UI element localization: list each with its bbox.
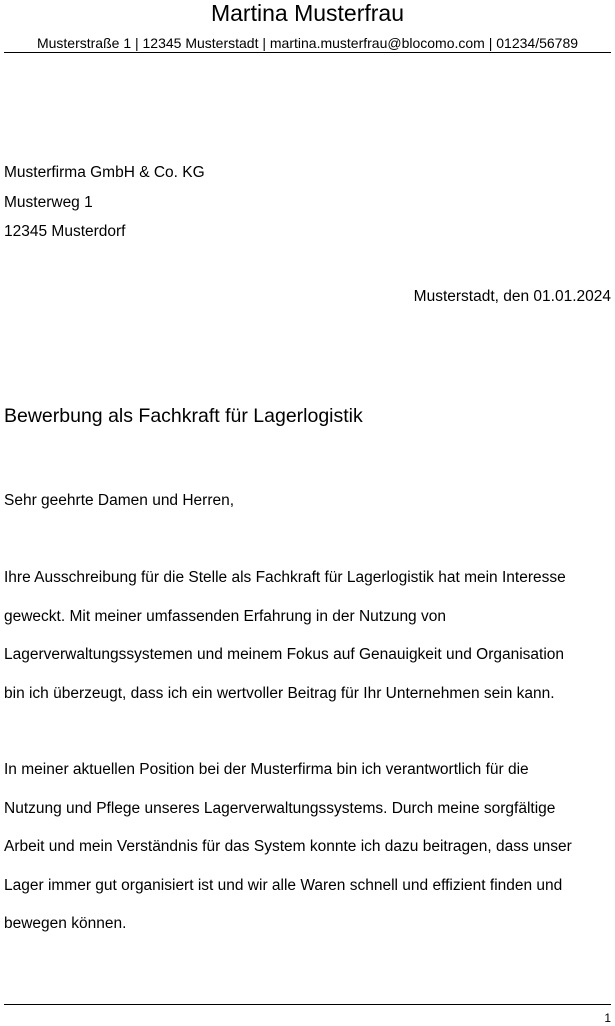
- recipient-city: 12345 Musterdorf: [4, 223, 126, 240]
- recipient-street: Musterweg 1: [4, 193, 93, 211]
- paragraph-line: Lager immer gut organisiert ist und wir alle Waren schnell und effizient finden und: [4, 876, 563, 894]
- letter-subject: Bewerbung als Fachkraft für Lagerlogistik: [4, 405, 363, 427]
- paragraph-line: In meiner aktuellen Position bei der Musterfirma bin ich verantwortlich für die: [4, 761, 529, 778]
- place-and-date: Musterstadt, den 01.01.2024: [413, 288, 611, 305]
- paragraph-line: geweckt. Mit meiner umfassenden Erfahrung in der Nutzung von: [4, 607, 446, 625]
- paragraph-line: bin ich überzeugt, dass ich ein wertvoller Beitrag für Ihr Unternehmen sein kann.: [4, 684, 555, 702]
- sender-contact-line: Musterstraße 1 | 12345 Musterstadt | martina.musterfrau@blocomo.com | 01234/56789: [36, 35, 579, 51]
- footer-divider: [4, 1004, 611, 1005]
- paragraph-line: Arbeit und mein Verständnis für das System konnte ich dazu beitragen, dass unser: [4, 838, 572, 855]
- recipient-address: [4, 158, 205, 247]
- salutation: Sehr geehrte Damen und Herren,: [4, 492, 235, 509]
- header-divider: [4, 52, 611, 53]
- paragraph-line: Lagerverwaltungssystemen und meinem Fokus auf Genauigkeit und Organisation: [4, 646, 565, 663]
- paragraph-line: bewegen können.: [4, 915, 127, 932]
- sender-name: Martina Musterfrau: [210, 0, 404, 26]
- body-paragraph-1: [4, 559, 611, 713]
- paragraph-line: Nutzung und Pflege unseres Lagerverwaltungssystems. Durch meine sorgfältige: [4, 799, 556, 817]
- paragraph-line: Ihre Ausschreibung für die Stelle als Fachkraft für Lagerlogistik hat mein Interesse: [4, 569, 566, 586]
- page-number: 1: [604, 1011, 611, 1025]
- body-paragraph-2: [4, 751, 611, 944]
- recipient-company: Musterfirma GmbH & Co. KG: [4, 164, 205, 181]
